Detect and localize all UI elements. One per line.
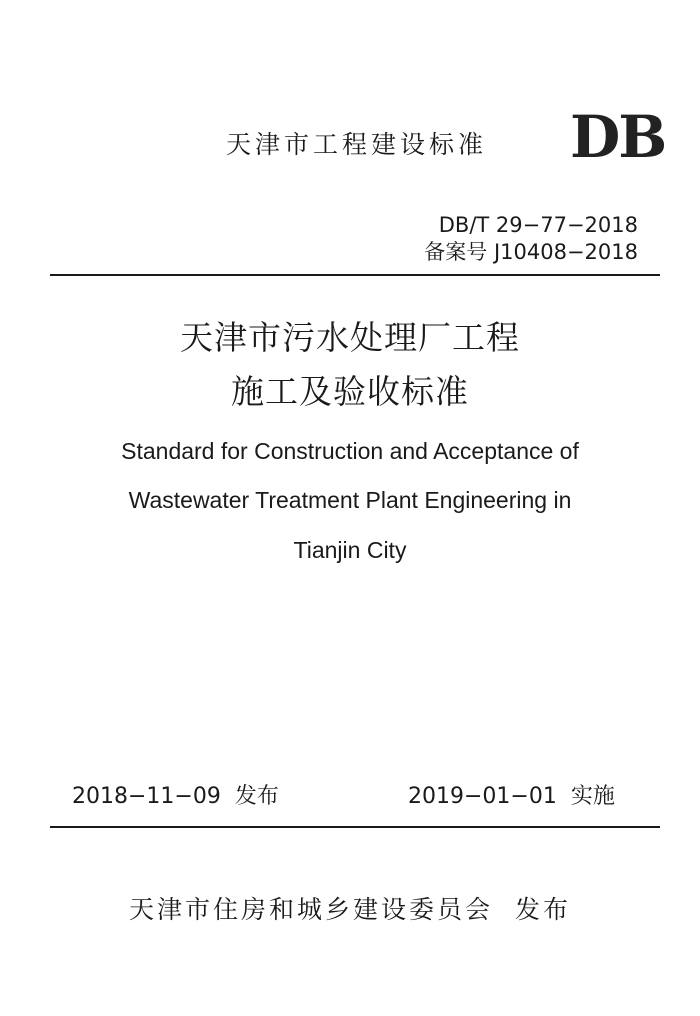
chinese-title-line-2: 施工及验收标准 <box>231 372 469 411</box>
release-date: 2018−11−09 发布 <box>72 784 279 809</box>
english-title-line-2: Wastewater Treatment Plant Engineering in <box>128 487 572 513</box>
record-number: 备案号 J10408−2018 <box>424 240 638 264</box>
top-divider <box>50 274 660 276</box>
bottom-divider <box>50 826 660 828</box>
standard-number: DB/T 29−77−2018 <box>438 213 638 237</box>
db-mark-logo: DB <box>570 103 666 171</box>
english-title-line-1: Standard for Construction and Acceptance of <box>121 438 579 464</box>
english-title-line-3: Tianjin City <box>293 537 407 563</box>
effective-date: 2019−01−01 实施 <box>408 784 615 809</box>
chinese-title-line-1: 天津市污水处理厂工程 <box>180 318 520 357</box>
standard-series-title: 天津市工程建设标准 <box>226 130 488 159</box>
publisher: 天津市住房和城乡建设委员会 发布 <box>129 895 571 924</box>
